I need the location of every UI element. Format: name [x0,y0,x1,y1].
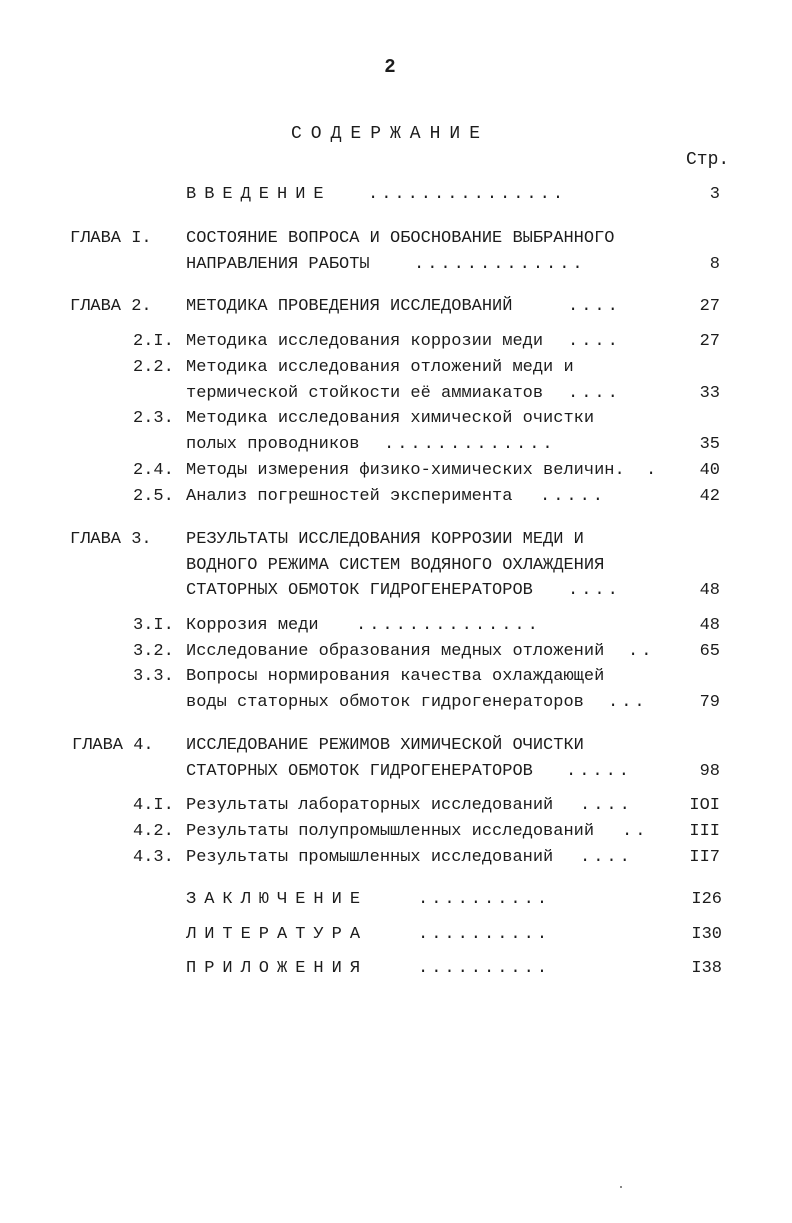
chapter3-title-line1[interactable]: РЕЗУЛЬТАТЫ ИССЛЕДОВАНИЯ КОРРОЗИИ МЕДИ И [186,530,584,549]
section-4-2-number: 4.2. [133,822,174,841]
intro-leader: ............... [368,185,567,204]
section-2-5-page: 42 [699,487,720,506]
section-2-3-number: 2.3. [133,409,174,428]
section-2-4-title[interactable]: Методы измерения физико-химических величин. [186,461,625,480]
scan-speck [620,1186,622,1188]
section-2-5-leader: ..... [540,487,607,506]
chapter3-leader: .... [568,581,621,600]
section-2-5-number: 2.5. [133,487,174,506]
section-2-3-title-line1[interactable]: Методика исследования химической очистки [186,409,595,428]
section-4-3-number: 4.3. [133,848,174,867]
section-3-3-title-line2[interactable]: воды статорных обмоток гидрогенераторов [186,693,584,712]
chapter3-title-line3[interactable]: СТАТОРНЫХ ОБМОТОК ГИДРОГЕНЕРАТОРОВ [186,581,533,600]
section-2-4-number: 2.4. [133,461,174,480]
section-3-3-page: 79 [699,693,720,712]
section-2-1-title[interactable]: Методика исследования коррозии меди [186,332,544,351]
section-2-4-leader: . [646,461,660,480]
conclusion-title[interactable]: ЗАКЛЮЧЕНИЕ [186,890,369,909]
chapter1-label: ГЛАВА I. [70,229,152,248]
section-2-1-page: 27 [699,332,720,351]
section-4-2-page: III [689,822,720,841]
intro-title[interactable]: ВВЕДЕНИЕ [186,185,332,204]
chapter3-page: 48 [699,581,720,600]
literature-leader: .......... [418,925,551,944]
chapter2-title-line1[interactable]: МЕТОДИКА ПРОВЕДЕНИЯ ИССЛЕДОВАНИЙ [186,297,513,316]
section-2-2-number: 2.2. [133,358,174,377]
chapter1-page: 8 [709,255,720,274]
literature-page: I30 [691,925,722,944]
section-2-3-leader: ............. [384,435,556,454]
section-2-1-number: 2.I. [133,332,174,351]
section-4-2-leader: .. [622,822,649,841]
section-2-3-page: 35 [699,435,720,454]
chapter1-title-line1[interactable]: СОСТОЯНИЕ ВОПРОСА И ОБОСНОВАНИЕ ВЫБРАННОГО [186,229,615,248]
section-3-1-leader: .............. [356,616,541,635]
section-2-2-page: 33 [699,384,720,403]
section-4-3-leader: .... [580,848,633,867]
section-3-3-leader: ... [608,693,648,712]
section-4-1-title[interactable]: Результаты лабораторных исследований [186,796,554,815]
section-4-1-leader: .... [580,796,633,815]
chapter4-title-line1[interactable]: ИССЛЕДОВАНИЕ РЕЖИМОВ ХИМИЧЕСКОЙ ОЧИСТКИ [186,736,584,755]
toc-title: СОДЕРЖАНИЕ [290,124,490,144]
chapter1-title-line2[interactable]: НАПРАВЛЕНИЯ РАБОТЫ [186,255,370,274]
section-4-1-page: IOI [689,796,720,815]
section-3-1-page: 48 [699,616,720,635]
chapter2-leader: .... [568,297,621,316]
chapter3-label: ГЛАВА 3. [70,530,152,549]
conclusion-page: I26 [691,890,722,909]
chapter4-page: 98 [699,762,720,781]
section-3-2-page: 65 [699,642,720,661]
chapter4-label: ГЛАВА 4. [72,736,154,755]
page-number: 2 [384,56,396,78]
section-3-1-number: 3.I. [133,616,174,635]
section-3-3-title-line1[interactable]: Вопросы нормирования качества охлаждающей [186,667,605,686]
section-2-2-title-line2[interactable]: термической стойкости её аммиакатов [186,384,544,403]
section-4-3-page: II7 [689,848,720,867]
appendices-title[interactable]: ПРИЛОЖЕНИЯ [186,959,369,978]
appendices-leader: .......... [418,959,551,978]
section-4-3-title[interactable]: Результаты промышленных исследований [186,848,554,867]
section-2-5-title[interactable]: Анализ погрешностей эксперимента [186,487,513,506]
chapter3-title-line2[interactable]: ВОДНОГО РЕЖИМА СИСТЕМ ВОДЯНОГО ОХЛАЖДЕНИЯ [186,556,605,575]
section-4-1-number: 4.I. [133,796,174,815]
chapter2-page: 27 [699,297,720,316]
section-3-1-title[interactable]: Коррозия меди [186,616,319,635]
page-column-label: Стр. [686,150,730,170]
chapter1-leader: ............. [414,255,586,274]
section-2-1-leader: .... [568,332,621,351]
literature-title[interactable]: ЛИТЕРАТУРА [186,925,369,944]
section-2-2-title-line1[interactable]: Методика исследования отложений меди и [186,358,574,377]
section-3-2-leader: .. [628,642,655,661]
section-2-4-page: 40 [699,461,720,480]
intro-page: 3 [709,185,720,204]
conclusion-leader: .......... [418,890,551,909]
section-2-2-leader: .... [568,384,621,403]
section-3-2-title[interactable]: Исследование образования медных отложений [186,642,605,661]
section-4-2-title[interactable]: Результаты полупромышленных исследований [186,822,595,841]
chapter2-label: ГЛАВА 2. [70,297,152,316]
section-3-2-number: 3.2. [133,642,174,661]
chapter4-leader: ..... [566,762,633,781]
chapter4-title-line2[interactable]: СТАТОРНЫХ ОБМОТОК ГИДРОГЕНЕРАТОРОВ [186,762,533,781]
section-2-3-title-line2[interactable]: полых проводников [186,435,360,454]
section-3-3-number: 3.3. [133,667,174,686]
appendices-page: I38 [691,959,722,978]
